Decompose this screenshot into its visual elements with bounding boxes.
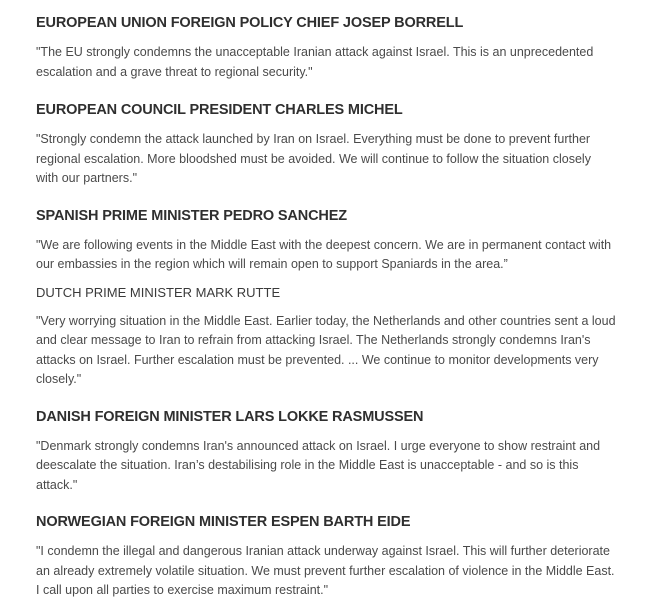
statement-quote: "We are following events in the Middle East with the deepest concern. We are in permanent contact with our embassies in the region which will remain open to support Spaniards in the area.” [36,237,612,271]
statement-heading: DUTCH PRIME MINISTER MARK RUTTE [36,284,281,300]
statement-dutch-rutte [36,283,616,390]
statement-heading: EUROPEAN UNION FOREIGN POLICY CHIEF JOSEP BORRELL [36,15,464,31]
statement-eu-borrell [36,13,616,82]
statement-quote: "I condemn the illegal and dangerous Iranian attack underway against Israel. This will further deteriorate an already extremely volatile situation. We must prevent further escalation of violence in the Middle East. I call upon all parties to exercise maximum restraint." [36,544,615,597]
statement-heading: EUROPEAN COUNCIL PRESIDENT CHARLES MICHEL [36,102,403,118]
statement-spain-sanchez [36,206,616,275]
statement-heading: DANISH FOREIGN MINISTER LARS LOKKE RASMUSSEN [36,408,424,425]
statement-heading: NORWEGIAN FOREIGN MINISTER ESPEN BARTH EIDE [36,514,411,530]
statement-quote: "Denmark strongly condemns Iran's announced attack on Israel. I urge everyone to show restraint and deescalate the situation. Iran’s destabilising role in the Middle East is unacceptable - and so is this attack." [36,438,601,492]
statement-danish-rasmussen [36,407,616,496]
statement-norway-eide [36,512,616,601]
statement-quote: "Strongly condemn the attack launched by Iran on Israel. Everything must be done to prevent further regional escalation. More bloodshed must be avoided. We will continue to follow the situation closely with our partners." [36,132,591,185]
statement-heading: SPANISH PRIME MINISTER PEDRO SANCHEZ [36,207,347,224]
statement-council-michel [36,100,616,189]
statement-quote: "The EU strongly condemns the unacceptable Iranian attack against Israel. This is an unprecedented escalation and a grave threat to regional security." [36,45,594,79]
statement-quote: "Very worrying situation in the Middle East. Earlier today, the Netherlands and other countries sent a loud and clear message to Iran to refrain from attacking Israel. The Netherlands strongly condemns Iran's attacks on Israel. Further escalation must be prevented. ... We continue to monitor developments very closely." [36,313,616,386]
